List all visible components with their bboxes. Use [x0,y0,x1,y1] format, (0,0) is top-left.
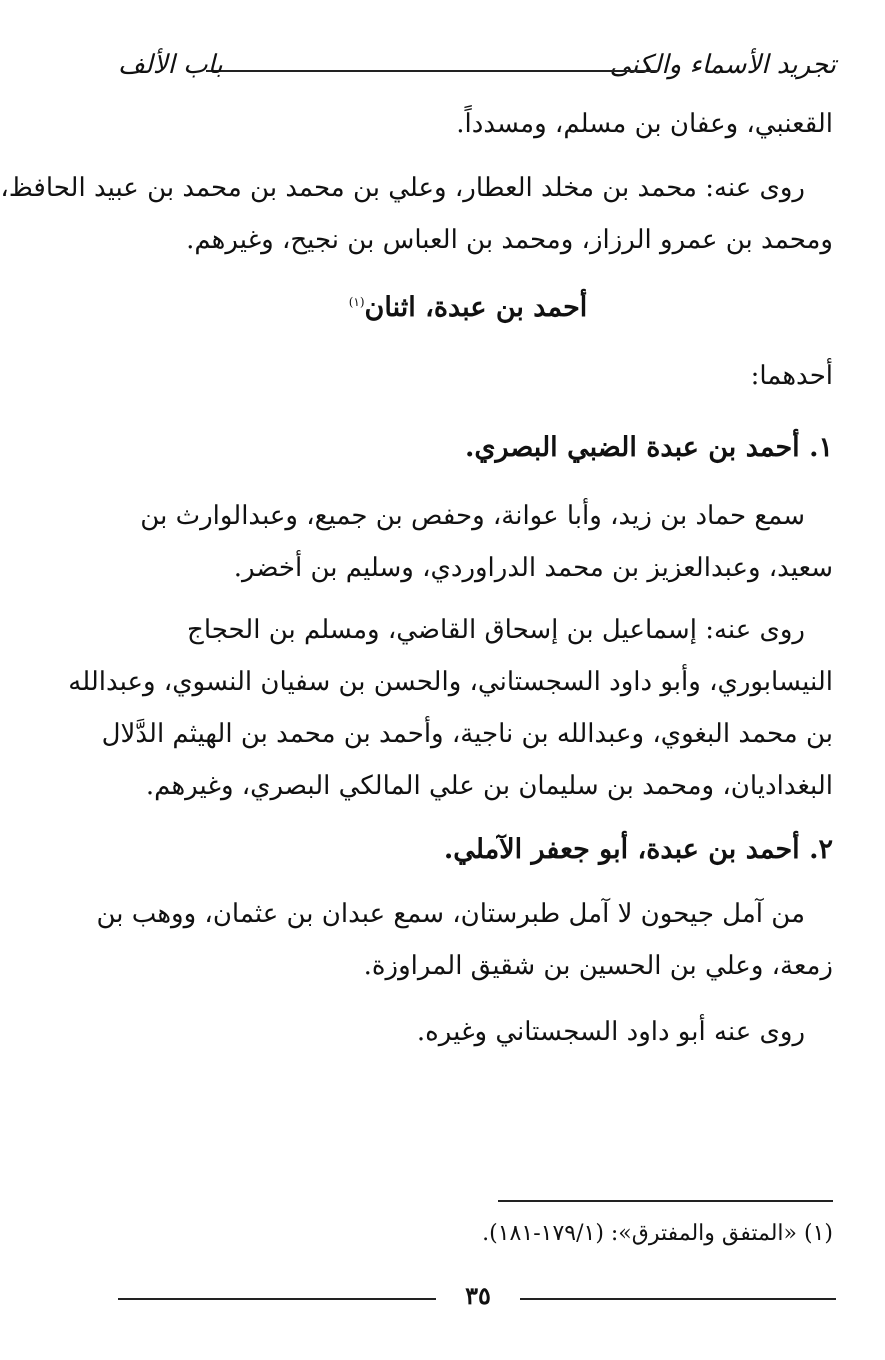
footer-rule-left [118,1298,436,1300]
paragraph-2 [0,162,833,266]
footnote-ref: (١) [348,295,365,309]
text-line: روى عنه أبو داود السجستاني وغيره. [416,1017,805,1047]
paragraph-7 [103,1006,833,1058]
entry-1-title: ١. أحمد بن عبدة الضبي البصري. [464,432,833,463]
paragraph-1 [103,98,833,150]
section-title: أحمد بن عبدة، اثنان [364,292,588,323]
running-header [118,48,836,88]
text-line: سعيد، وعبدالعزيز بن محمد الدراوردي، وسليم بن أخضر. [233,553,833,583]
text-line: زمعة، وعلي بن الحسين بن شقيق المراوزة. [363,951,833,981]
footer-rule-right [520,1298,836,1300]
text-line: البغداديان، ومحمد بن سليمان بن علي المالكي البصري، وغيرهم. [145,771,833,801]
paragraph-6 [96,888,833,992]
text-line: سمع حماد بن زيد، وأبا عوانة، وحفص بن جميع، وعبدالوارث بن [140,501,805,531]
header-rule [206,70,658,72]
entry-1-heading [103,428,833,468]
footnote-rule [498,1200,833,1202]
footnote: (١) «المتفق والمفترق»: (١٧٩/١-١٨١). [482,1221,833,1246]
paragraph-3 [103,350,833,402]
chapter-title: باب الألف [118,50,223,80]
text-line: ومحمد بن عمرو الرزاز، ومحمد بن العباس بن نجيح، وغيرهم. [186,225,833,255]
text-line: القعنبي، وعفان بن مسلم، ومسدداً. [456,109,833,139]
text-line: روى عنه: محمد بن مخلد العطار، وعلي بن محمد بن محمد بن عبيد الحافظ، [0,173,805,203]
text-line: أحدهما: [750,361,833,391]
entry-2-heading [103,830,833,870]
entry-2-title: ٢. أحمد بن عبدة، أبو جعفر الآملي. [443,834,833,865]
text-line: النيسابوري، وأبو داود السجستاني، والحسن بن سفيان النسوي، وعبدالله [68,667,833,697]
book-title: تجريد الأسماء والكنى [609,50,836,80]
section-heading [103,282,833,328]
text-line: روى عنه: إسماعيل بن إسحاق القاضي، ومسلم بن الحجاج [187,615,805,645]
paragraph-5 [68,604,833,812]
paragraph-4 [103,490,833,594]
text-line: من آمل جيحون لا آمل طبرستان، سمع عبدان بن عثمان، ووهب بن [96,899,805,929]
text-line: بن محمد البغوي، وعبدالله بن ناجية، وأحمد بن محمد بن الهيثم الدَّلال [101,719,833,749]
page-number: ٣٥ [465,1281,491,1310]
